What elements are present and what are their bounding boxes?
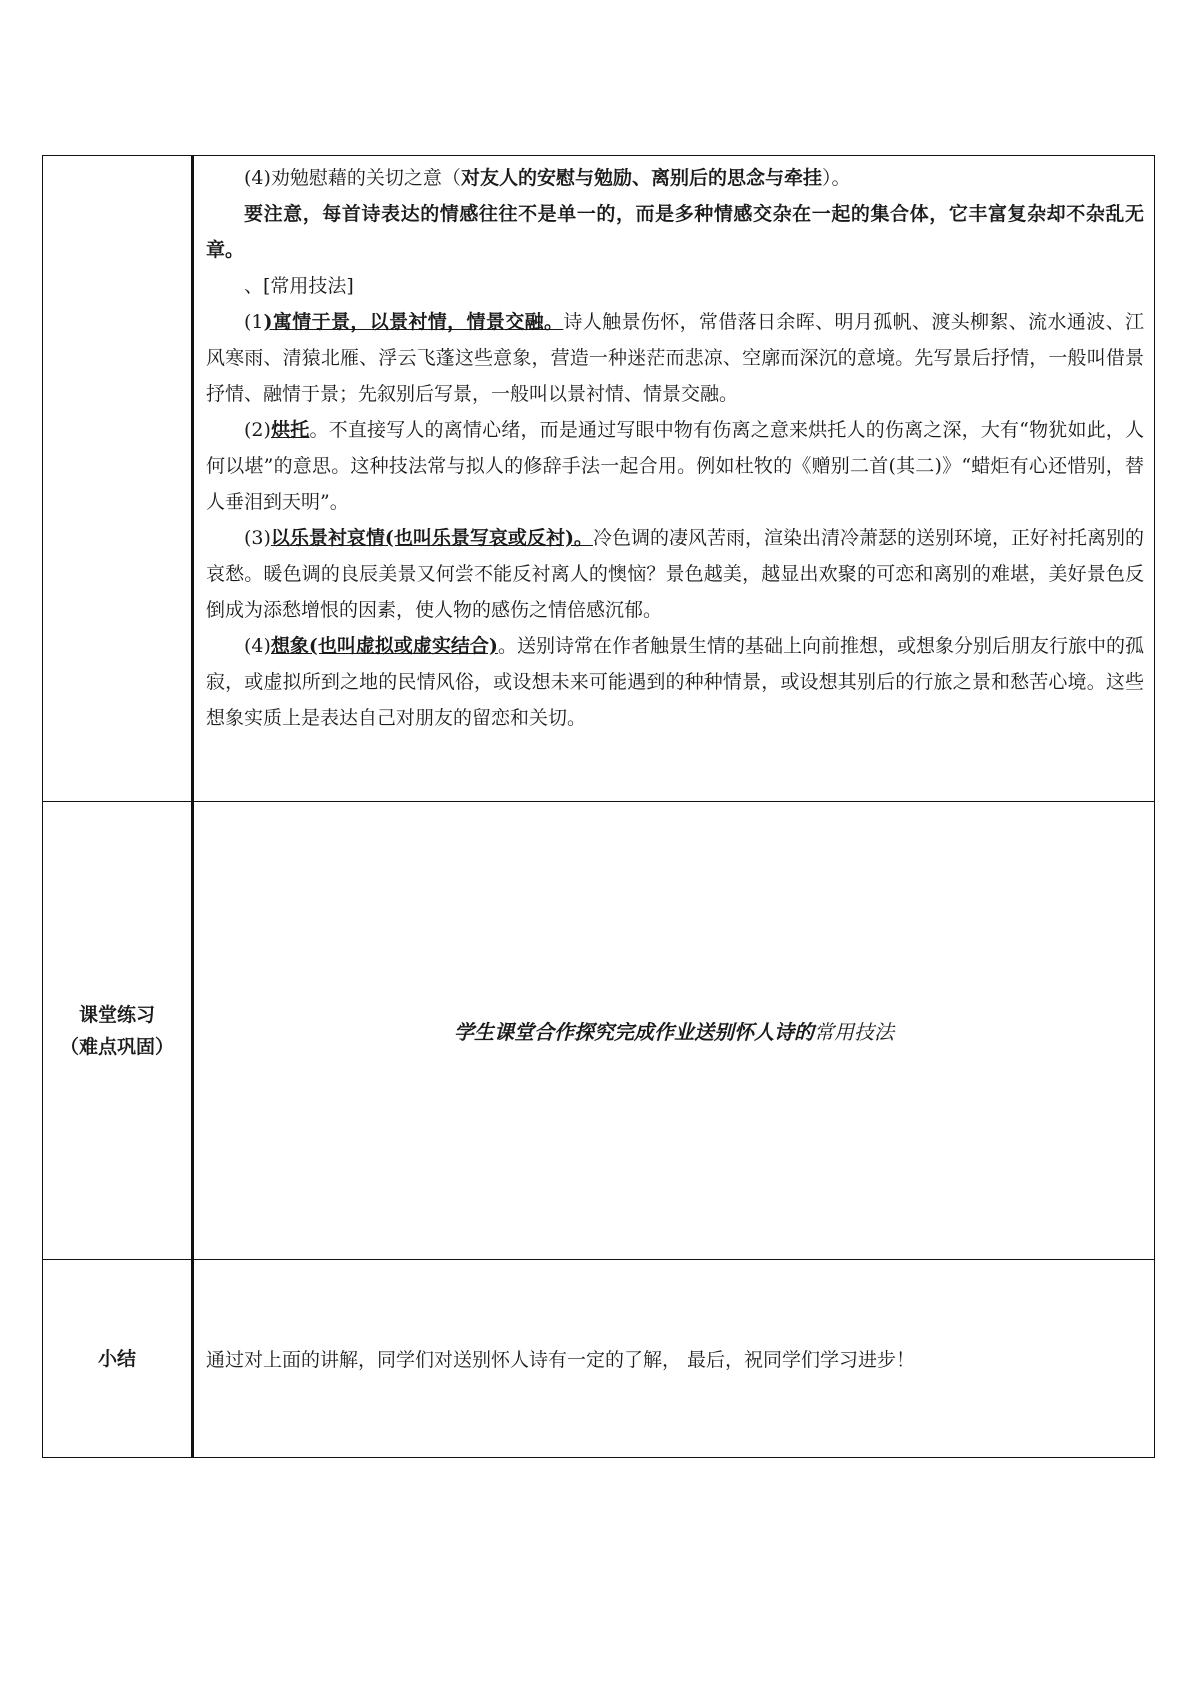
label-cell-empty [43, 156, 193, 802]
lesson-table [42, 155, 1155, 1458]
label-summary: 小结 [97, 1347, 136, 1370]
content-cell-exercise [193, 802, 1155, 1260]
section-heading-techniques: 、[常用技法] [244, 275, 354, 297]
label-exercise-sub: （难点巩固） [59, 1035, 174, 1058]
paragraph-note: 要注意，每首诗表达的情感往往不是单一的，而是多种情感交杂在一起的集合体，它丰富复杂却不杂乱无章。 [206, 203, 1144, 261]
paragraph-technique-4: (4)想象(也叫虚拟或虚实结合)。送别诗常在作者触景生情的基础上向前推想，或想象分别后朋友行旅中的孤寂，或虚拟所到之地的民情风俗，或设想未来可能遇到的种种情景，或设想其别后的行旅之景和愁苦心境。这些想象实质上是表达自己对朋友的留恋和关切。 [206, 635, 1144, 729]
summary-text: 通过对上面的讲解，同学们对送别怀人诗有一定的了解， 最后，祝同学们学习进步！ [206, 1349, 916, 1371]
label-cell-summary [43, 1260, 193, 1458]
paragraph-technique-3: (3)以乐景衬哀情(也叫乐景写哀或反衬)。冷色调的凄风苦雨，渲染出清冷萧瑟的送别环境，正好衬托离别的哀愁。暖色调的良辰美景又何尝不能反衬离人的懊恼？景色越美，越显出欢聚的可恋和离别的难堪，美好景色反倒成为添愁增恨的因素，使人物的感伤之情倍感沉郁。 [206, 527, 1144, 621]
exercise-text: 常用技法 [814, 1020, 894, 1044]
content-cell-techniques [193, 156, 1155, 802]
table-row-techniques [43, 156, 1155, 802]
label-cell-exercise [43, 802, 193, 1260]
paragraph-technique-2: (2)烘托。不直接写人的离情心绪，而是通过写眼中物有伤离之意来烘托人的伤离之深，大有“物犹如此，人何以堪”的意思。这种技法常与拟人的修辞手法一起合用。例如杜牧的《赠别二首(其二)》“蜡炬有心还惜别，替人垂泪到天明”。 [206, 419, 1144, 513]
table-row-summary [43, 1260, 1155, 1458]
exercise-text-bold: 学生课堂合作探究完成作业送别怀人诗的 [454, 1020, 814, 1044]
content-cell-summary [193, 1260, 1155, 1458]
paragraph-concern: (4)劝勉慰藉的关切之意（对友人的安慰与勉励、离别后的思念与牵挂）。 [244, 167, 851, 189]
paragraph-technique-1: (1)寓情于景，以景衬情，情景交融。诗人触景伤怀，常借落日余晖、明月孤帆、渡头柳絮、流水通波、江风寒雨、清猿北雁、浮云飞蓬这些意象，营造一种迷茫而悲凉、空廓而深沉的意境。先写景后抒情，一般叫借景抒情、融情于景；先叙别后写景，一般叫以景衬情、情景交融。 [206, 311, 1144, 405]
table-row-exercise [43, 802, 1155, 1260]
label-exercise: 课堂练习 [78, 1003, 155, 1026]
